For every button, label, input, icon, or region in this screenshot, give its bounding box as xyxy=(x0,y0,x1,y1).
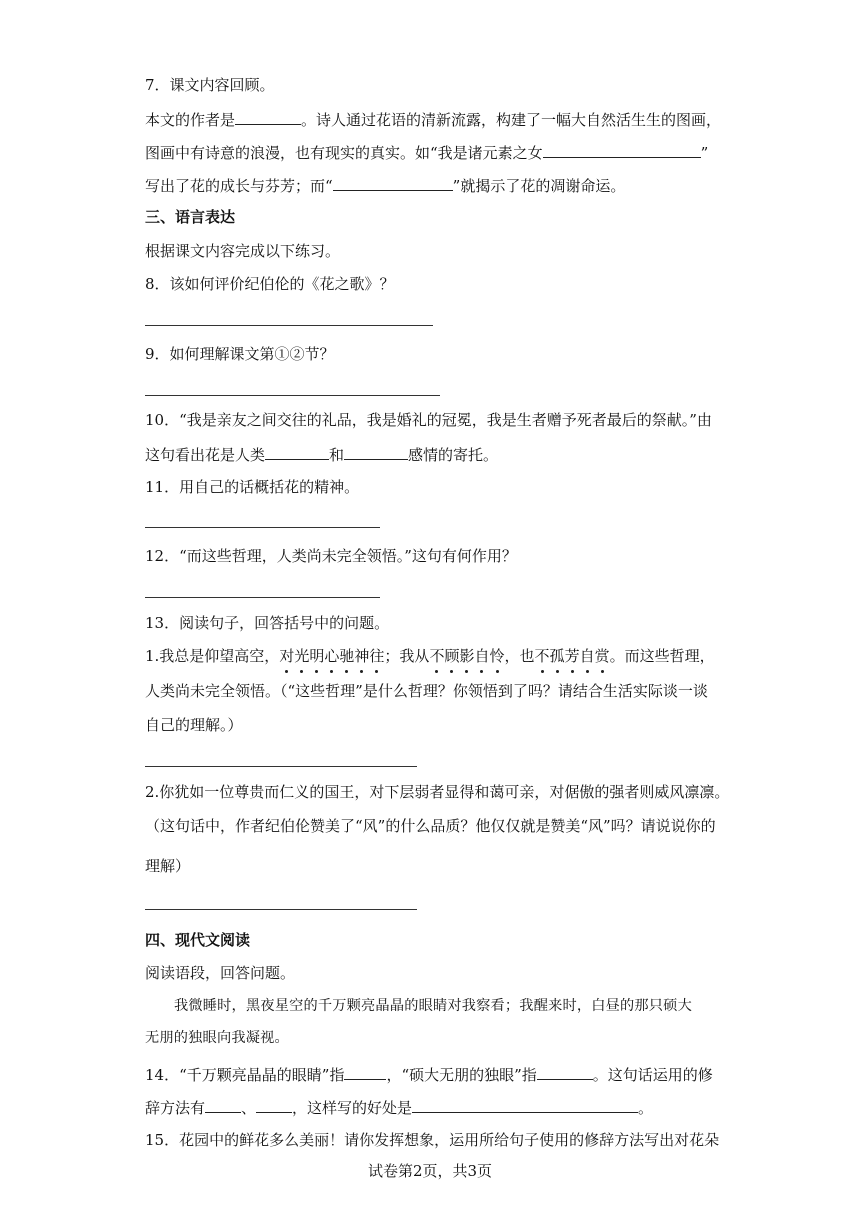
q8-answer-line[interactable] xyxy=(145,325,433,326)
emphasis-dots-1: 对光明心驰神往 xyxy=(279,647,385,665)
q11-text: 11．用自己的话概括花的精神。 xyxy=(145,478,360,496)
emphasis-dots-3: 不孤芳自赏 xyxy=(534,647,610,665)
section-4-intro: 阅读语段，回答问题。 xyxy=(145,964,296,982)
q14-blank-2[interactable] xyxy=(537,1062,593,1080)
q13-sentence-2-line-1: 2.你犹如一位尊贵而仁义的国王，对下层弱者显得和蔼可亲，对倨傲的强者则威风凛凛。 xyxy=(145,783,730,801)
q10-line-1: 10．“我是亲友之间交往的礼品，我是婚礼的冠冕，我是生者赠予死者最后的祭献。”由 xyxy=(145,411,712,429)
q15-text: 15．花园中的鲜花多么美丽！请你发挥想象，运用所给句子使用的修辞方法写出对花朵 xyxy=(145,1131,720,1149)
q9-answer-line[interactable] xyxy=(145,395,440,396)
q14-line-2: 辞方法有 、 ，这样写的好处是 。 xyxy=(145,1095,653,1119)
section-3-intro: 根据课文内容完成以下练习。 xyxy=(145,242,341,260)
q7-title: 7．课文内容回顾。 xyxy=(145,76,275,94)
q9-text: 9．如何理解课文第①②节？ xyxy=(145,345,335,363)
q13-answer-line-2[interactable] xyxy=(145,909,417,910)
q7-line-1: 本文的作者是 。诗人通过花语的清新流露，构建了一幅大自然活生生的图画， xyxy=(145,107,721,131)
q13-sentence-1-line-2: 人类尚未完全领悟。（“这些哲理”是什么哲理？你领悟到了吗？请结合生活实际谈一谈 xyxy=(145,682,708,700)
q7-blank-quote-1[interactable] xyxy=(543,140,701,158)
section-3-heading: 三、语言表达 xyxy=(145,208,236,226)
section-4-heading: 四、现代文阅读 xyxy=(145,931,251,949)
page-footer: 试卷第2页，共3页 xyxy=(367,1162,493,1180)
q13-sentence-1-line-1: 1.我总是仰望高空，对光明心驰神往；我从不顾影自怜，也不孤芳自赏。而这些哲理， xyxy=(145,647,715,665)
q14-blank-4[interactable] xyxy=(256,1095,292,1113)
q14-blank-5[interactable] xyxy=(412,1095,638,1113)
q13-answer-line-1[interactable] xyxy=(145,766,417,767)
q13-title: 13．阅读句子，回答括号中的问题。 xyxy=(145,614,390,632)
q14-line-1: 14．“千万颗亮晶晶的眼睛”指 ，“硕大无朋的独眼”指 。这句话运用的修 xyxy=(145,1062,713,1086)
q10-blank-1[interactable] xyxy=(265,442,329,460)
q10-blank-2[interactable] xyxy=(344,442,408,460)
q12-text: 12．“而这些哲理，人类尚未完全领悟。”这句有何作用？ xyxy=(145,547,517,565)
q7-line-3: 写出了花的成长与芬芳；而“ ”就揭示了花的凋谢命运。 xyxy=(145,173,625,197)
reading-passage-line-2: 无朋的独眼向我凝视。 xyxy=(145,1030,289,1046)
q14-blank-3[interactable] xyxy=(205,1095,241,1113)
q13-sentence-2-line-3: 理解） xyxy=(145,857,191,875)
q7-blank-author[interactable] xyxy=(235,107,301,125)
emphasis-dots-2: 不顾影自怜 xyxy=(429,647,505,665)
q11-answer-line[interactable] xyxy=(145,527,380,528)
q12-answer-line[interactable] xyxy=(145,597,380,598)
q10-line-2: 这句看出花是人类 和 感情的寄托。 xyxy=(145,442,498,466)
q13-sentence-2-line-2: （这句话中，作者纪伯伦赞美了“风”的什么品质？他仅仅就是赞美“风”吗？请说说你的 xyxy=(145,817,716,835)
q13-sentence-1-line-3: 自己的理解。） xyxy=(145,716,243,734)
q7-blank-quote-2[interactable] xyxy=(333,173,453,191)
reading-passage-line-1: 我微睡时，黑夜星空的千万颗亮晶晶的眼睛对我察看；我醒来时，白昼的那只硕大 xyxy=(174,998,692,1014)
q14-blank-1[interactable] xyxy=(344,1062,386,1080)
q7-line-2: 图画中有诗意的浪漫，也有现实的真实。如“我是诸元素之女 ” xyxy=(145,140,708,164)
q8-text: 8．该如何评价纪伯伦的《花之歌》？ xyxy=(145,275,395,293)
